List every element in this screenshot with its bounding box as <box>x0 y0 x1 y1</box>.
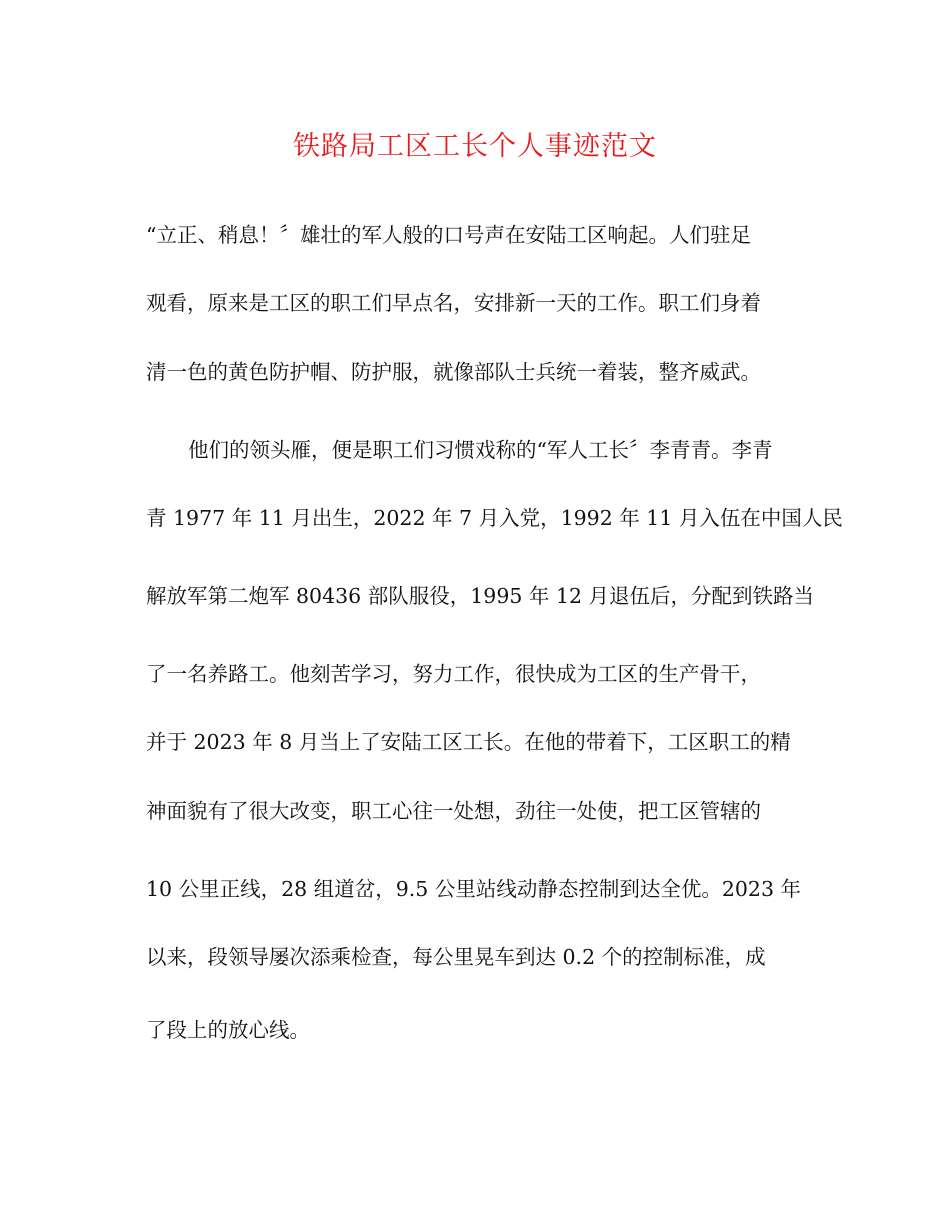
document-title: 铁路局工区工长个人事迹范文 <box>293 131 657 162</box>
paragraph-line: 他们的领头雁，便是职工们习惯戏称的“军人工长〞李青青。李青 <box>188 438 773 462</box>
paragraph-line: 了一名养路工。他刻苦学习，努力工作，很快成为工区的生产骨干， <box>146 662 761 686</box>
paragraph-line: 了段上的放心线。 <box>146 1018 310 1042</box>
paragraph-line: 以来，段领导屡次添乘检查，每公里晃车到达 0.2 个的控制标准，成 <box>146 945 766 969</box>
paragraph-line: 10 公里正线，28 组道岔，9.5 公里站线动静态控制到达全优。2023 年 <box>146 877 802 901</box>
paragraph-line: 并于 2023 年 8 月当上了安陆工区工长。在他的带着下，工区职工的精 <box>146 730 791 754</box>
paragraph-line: “立正、稍息！〞雄壮的军人般的口号声在安陆工区响起。人们驻足 <box>146 223 751 247</box>
paragraph-line: 青 1977 年 11 月出生，2022 年 7 月入党，1992 年 11 月入伍在中国人民 <box>146 506 843 530</box>
paragraph-line: 神面貌有了很大改变，职工心往一处想，劲往一处使，把工区管辖的 <box>146 799 761 823</box>
paragraph-line: 观看，原来是工区的职工们早点名，安排新一天的工作。职工们身着 <box>146 291 761 315</box>
paragraph-line: 解放军第二炮军 80436 部队服役，1995 年 12 月退伍后，分配到铁路当 <box>146 584 815 608</box>
paragraph-line: 清一色的黄色防护帽、防护服，就像部队士兵统一着装，整齐威武。 <box>146 360 761 384</box>
